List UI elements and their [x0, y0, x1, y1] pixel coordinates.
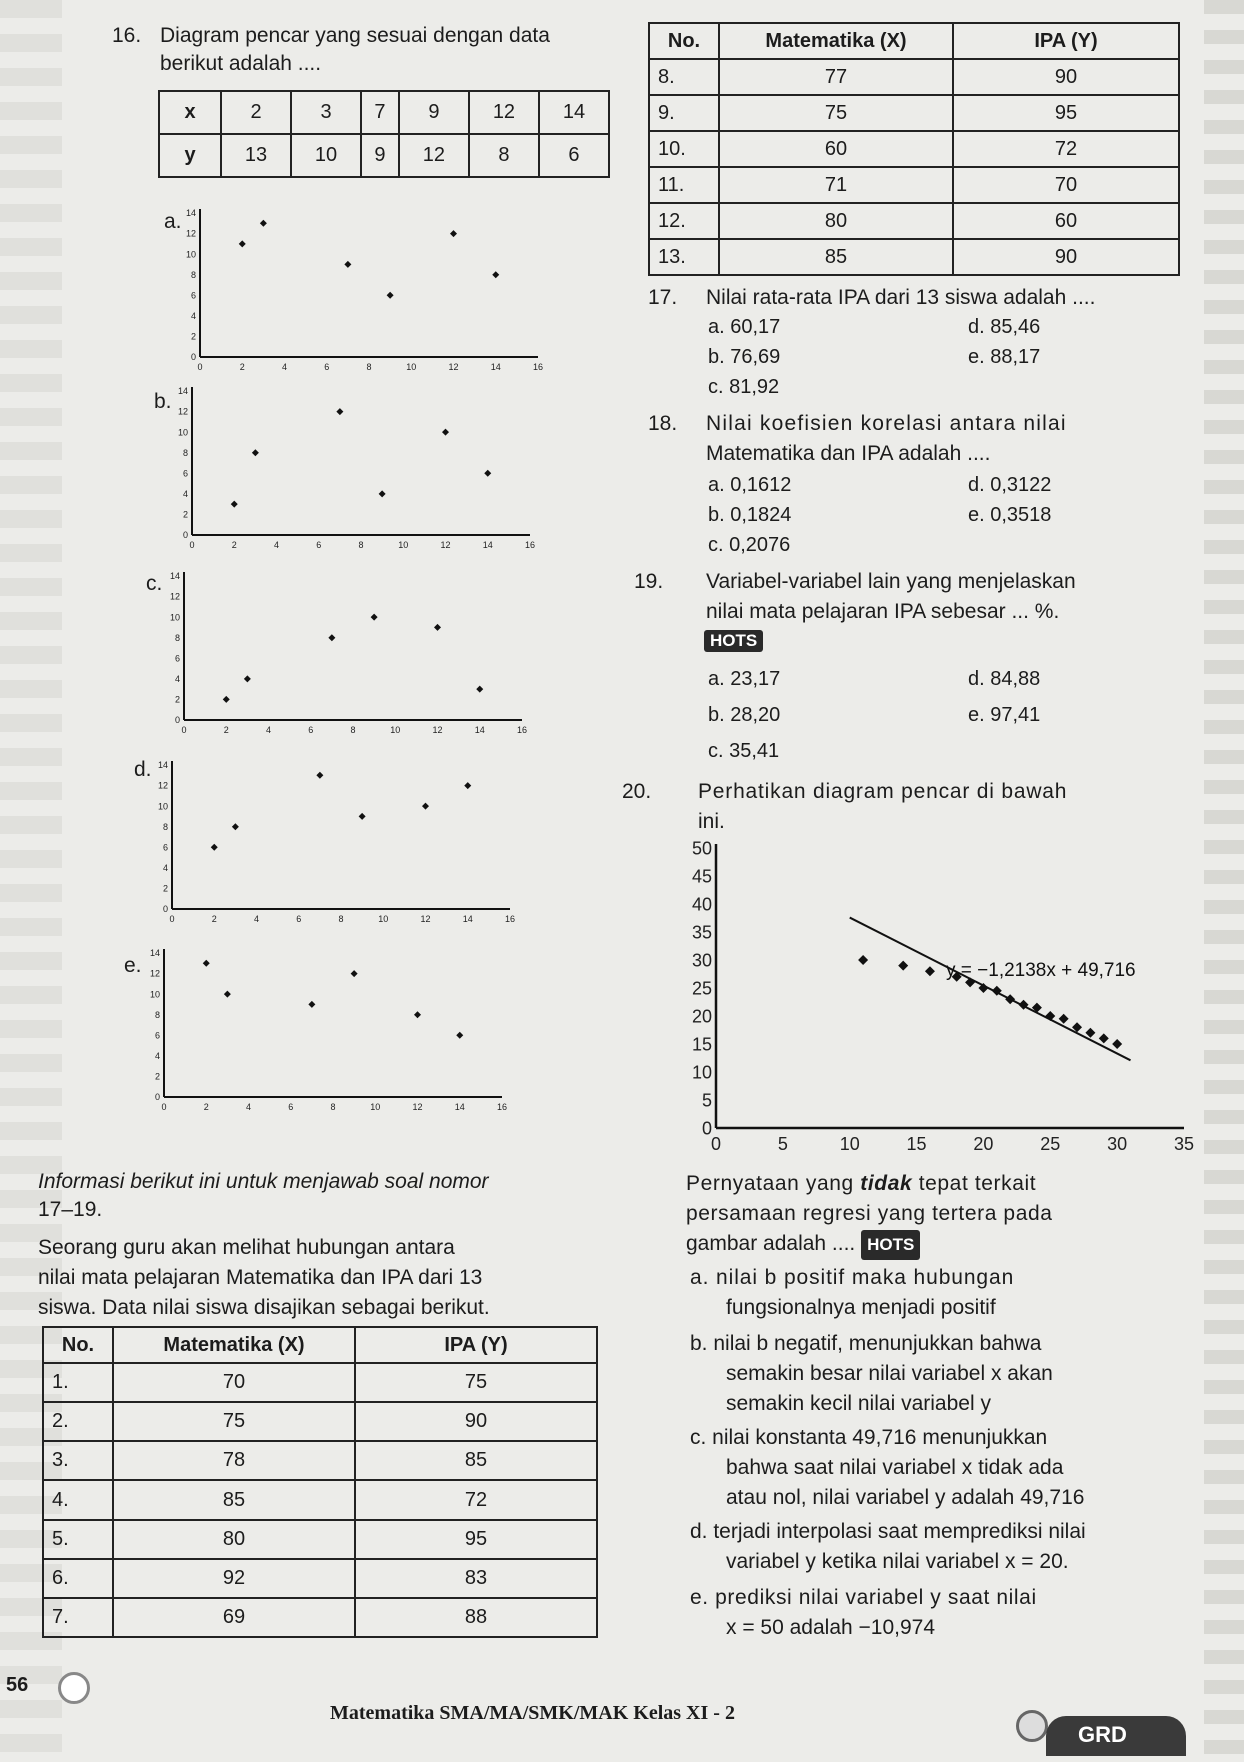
table-header-math: Matematika (X) — [719, 23, 953, 59]
q20-option-c-line1: c. nilai konstanta 49,716 menunjukkan — [690, 1426, 1048, 1449]
table-row — [649, 167, 1179, 203]
q16-y-cell: 10 — [291, 134, 361, 177]
y-tick-label: 6 — [182, 468, 188, 479]
scatter-option-a — [180, 205, 550, 375]
q19-option-e: e. 97,41 — [968, 704, 1041, 726]
y-tick-label: 2 — [154, 1071, 160, 1082]
q18-option-b: b. 0,1824 — [708, 504, 792, 526]
data-point — [239, 240, 246, 247]
y-tick-label: 12 — [185, 228, 196, 239]
row-number-cell: 5. — [43, 1520, 113, 1559]
q16-x-cell: 9 — [399, 91, 469, 134]
y-tick-label: 8 — [182, 447, 188, 458]
y-tick-label: 40 — [691, 894, 712, 915]
y-tick-label: 6 — [162, 842, 168, 853]
q20-statement-line3-text: gambar adalah .... — [686, 1232, 856, 1255]
y-tick-label: 2 — [182, 509, 188, 520]
data-point — [1045, 1011, 1055, 1021]
y-tick-label: 0 — [190, 352, 196, 363]
y-tick-label: 4 — [190, 311, 196, 322]
math-score-cell: 92 — [113, 1559, 355, 1598]
data-point — [336, 408, 343, 415]
data-point — [1085, 1028, 1095, 1038]
y-tick-label: 12 — [177, 406, 188, 417]
x-tick-label: 35 — [1173, 1134, 1195, 1154]
q20-option-b-line3: semakin kecil nilai variabel y — [726, 1392, 991, 1415]
data-point — [203, 960, 210, 967]
data-point — [252, 449, 259, 456]
x-tick-label: 16 — [496, 1102, 508, 1112]
x-tick-label: 12 — [432, 725, 443, 735]
y-tick-label: 4 — [162, 863, 168, 874]
data-point — [492, 271, 499, 278]
y-tick-label: 14 — [169, 571, 180, 582]
x-tick-label: 2 — [203, 1102, 209, 1112]
data-point — [344, 261, 351, 268]
q20-option-e-line2: x = 50 adalah −10,974 — [726, 1616, 936, 1639]
data-point — [925, 966, 935, 976]
y-tick-label: 15 — [691, 1034, 712, 1055]
table-header-ipa: IPA (Y) — [953, 23, 1179, 59]
x-tick-label: 4 — [281, 362, 288, 372]
data-point — [211, 844, 218, 851]
y-tick-label: 50 — [691, 838, 712, 859]
data-point — [434, 624, 441, 631]
y-tick-label: 25 — [691, 978, 712, 999]
y-tick-label: 14 — [177, 386, 188, 397]
q20-statement-emphasis: tidak — [860, 1172, 913, 1195]
math-score-cell: 75 — [113, 1402, 355, 1441]
q17-option-d: d. 85,46 — [968, 316, 1041, 338]
q16-text-line2: berikut adalah .... — [160, 52, 322, 75]
y-tick-label: 12 — [149, 968, 160, 979]
data-point — [1059, 1014, 1069, 1024]
q19-option-c: c. 35,41 — [708, 740, 780, 762]
data-point — [1099, 1033, 1109, 1043]
x-tick-label: 10 — [370, 1102, 381, 1112]
table-row — [649, 59, 1179, 95]
info-para-line3: siswa. Data nilai siswa disajikan sebagai berikut. — [38, 1296, 490, 1319]
y-tick-label: 0 — [154, 1092, 160, 1103]
data-point — [260, 220, 267, 227]
ipa-score-cell: 90 — [355, 1402, 597, 1441]
y-tick-label: 14 — [157, 760, 168, 771]
page-number: 56 — [6, 1674, 29, 1696]
row-number-cell: 10. — [649, 131, 719, 167]
row-number-cell: 4. — [43, 1480, 113, 1519]
data-point — [379, 490, 386, 497]
math-score-cell: 69 — [113, 1598, 355, 1637]
math-score-cell: 80 — [719, 203, 953, 239]
x-tick-label: 12 — [448, 362, 459, 372]
math-score-cell: 85 — [719, 239, 953, 275]
q17-option-b: b. 76,69 — [708, 346, 781, 368]
x-tick-label: 15 — [906, 1134, 927, 1154]
x-tick-label: 2 — [211, 914, 217, 924]
x-tick-label: 6 — [324, 362, 330, 372]
row-number-cell: 8. — [649, 59, 719, 95]
x-tick-label: 16 — [524, 540, 536, 550]
q16-option-d-letter: d. — [134, 758, 152, 781]
x-tick-label: 2 — [231, 540, 237, 550]
table-header-ipa: IPA (Y) — [355, 1327, 597, 1363]
scatter-option-c — [164, 568, 534, 738]
q17-option-e: e. 88,17 — [968, 346, 1041, 368]
table-header-no: No. — [43, 1327, 113, 1363]
scatter-option-d — [152, 757, 522, 927]
data-point — [351, 970, 358, 977]
x-tick-label: 0 — [169, 914, 175, 924]
x-tick-label: 6 — [316, 540, 322, 550]
table-row — [43, 1559, 597, 1598]
row-number-cell: 13. — [649, 239, 719, 275]
q16-y-cell: 8 — [469, 134, 539, 177]
x-tick-label: 6 — [308, 725, 314, 735]
y-tick-label: 10 — [185, 249, 196, 260]
data-point — [224, 991, 231, 998]
y-tick-label: 10 — [169, 612, 180, 623]
x-tick-label: 14 — [454, 1102, 465, 1112]
x-tick-label: 14 — [462, 914, 473, 924]
data-point — [308, 1001, 315, 1008]
score-table-part2 — [648, 22, 1180, 276]
math-score-cell: 80 — [113, 1520, 355, 1559]
q20-statement-line3 — [686, 1230, 920, 1260]
page-edge-strip — [1204, 0, 1244, 1762]
q16-data-table — [158, 90, 610, 178]
y-tick-label: 35 — [691, 922, 712, 943]
q20-option-e-line1: e. prediksi nilai variabel y saat nilai — [690, 1586, 1037, 1609]
y-tick-label: 6 — [154, 1030, 160, 1041]
y-tick-label: 5 — [701, 1090, 712, 1111]
q16-y-cell: 6 — [539, 134, 609, 177]
score-table-part1 — [42, 1326, 598, 1638]
data-point — [484, 470, 491, 477]
q20-statement-lead: Pernyataan yang — [686, 1172, 854, 1195]
x-tick-label: 0 — [710, 1134, 722, 1154]
y-tick-label: 45 — [691, 866, 712, 887]
y-tick-label: 0 — [174, 715, 180, 726]
q19-number: 19. — [634, 570, 664, 593]
ipa-score-cell: 90 — [953, 59, 1179, 95]
x-tick-label: 4 — [253, 914, 260, 924]
data-point — [1005, 994, 1015, 1004]
data-point — [450, 230, 457, 237]
y-tick-label: 0 — [701, 1118, 712, 1139]
y-tick-label: 4 — [174, 674, 180, 685]
data-point — [442, 429, 449, 436]
x-tick-label: 20 — [973, 1134, 994, 1154]
x-tick-label: 8 — [350, 725, 356, 735]
data-point — [371, 614, 378, 621]
q16-option-e-letter: e. — [124, 954, 142, 977]
y-tick-label: 8 — [154, 1009, 160, 1020]
math-score-cell: 71 — [719, 167, 953, 203]
table-row — [43, 1480, 597, 1519]
x-tick-label: 4 — [245, 1102, 252, 1112]
table-row — [649, 239, 1179, 275]
q16-option-a-letter: a. — [164, 210, 182, 233]
data-point — [387, 292, 394, 299]
x-tick-label: 10 — [406, 362, 417, 372]
q20-statement-tail: tepat terkait — [918, 1172, 1037, 1195]
q20-option-c-line2: bahwa saat nilai variabel x tidak ada — [726, 1456, 1064, 1479]
x-tick-label: 4 — [265, 725, 272, 735]
q16-y-cell: 13 — [221, 134, 291, 177]
y-tick-label: 10 — [149, 989, 160, 1000]
scatter-option-e — [144, 945, 514, 1115]
q16-x-cell: 2 — [221, 91, 291, 134]
q19-hots-badge — [704, 630, 763, 652]
ipa-score-cell: 85 — [355, 1441, 597, 1480]
q18-option-c: c. 0,2076 — [708, 534, 791, 556]
row-number-cell: 6. — [43, 1559, 113, 1598]
q19-option-b: b. 28,20 — [708, 704, 781, 726]
q20-option-b-line2: semakin besar nilai variabel x akan — [726, 1362, 1053, 1385]
x-tick-label: 6 — [288, 1102, 294, 1112]
y-tick-label: 12 — [157, 780, 168, 791]
table-row — [649, 203, 1179, 239]
q18-option-d: d. 0,3122 — [968, 474, 1052, 496]
q18-text-line1: Nilai koefisien korelasi antara nilai — [706, 412, 1067, 435]
x-tick-label: 14 — [482, 540, 493, 550]
ipa-score-cell: 60 — [953, 203, 1179, 239]
math-score-cell: 75 — [719, 95, 953, 131]
table-row — [43, 1363, 597, 1402]
x-tick-label: 2 — [223, 725, 229, 735]
ipa-score-cell: 83 — [355, 1559, 597, 1598]
q19-text-line1: Variabel-variabel lain yang menjelaskan — [706, 570, 1076, 593]
q16-x-label: x — [159, 91, 221, 134]
data-point — [244, 675, 251, 682]
table-row — [43, 1402, 597, 1441]
ipa-score-cell: 70 — [953, 167, 1179, 203]
data-point — [898, 961, 908, 971]
info-para-line2: nilai mata pelajaran Matematika dan IPA dari 13 — [38, 1266, 483, 1289]
q20-option-d-line2: variabel y ketika nilai variabel x = 20. — [726, 1550, 1069, 1573]
q16-x-cell: 3 — [291, 91, 361, 134]
q19-option-a: a. 23,17 — [708, 668, 781, 690]
table-row — [43, 1441, 597, 1480]
table-header-math: Matematika (X) — [113, 1327, 355, 1363]
y-tick-label: 6 — [190, 290, 196, 301]
y-tick-label: 14 — [149, 948, 160, 959]
x-tick-label: 2 — [239, 362, 245, 372]
x-tick-label: 0 — [181, 725, 187, 735]
info-title-line2: 17–19. — [38, 1198, 103, 1221]
q16-y-label: y — [159, 134, 221, 177]
y-tick-label: 4 — [182, 489, 188, 500]
q19-hots-label: HOTS — [704, 630, 763, 652]
data-point — [359, 813, 366, 820]
ipa-score-cell: 95 — [355, 1520, 597, 1559]
data-point — [328, 634, 335, 641]
y-tick-label: 4 — [154, 1051, 160, 1062]
ipa-score-cell: 75 — [355, 1363, 597, 1402]
data-point — [1112, 1039, 1122, 1049]
regression-scatter — [686, 836, 1200, 1162]
x-tick-label: 4 — [273, 540, 280, 550]
x-tick-label: 0 — [189, 540, 195, 550]
x-tick-label: 0 — [197, 362, 203, 372]
x-tick-label: 10 — [398, 540, 409, 550]
row-number-cell: 12. — [649, 203, 719, 239]
q18-number: 18. — [648, 412, 678, 435]
q20-option-b-line1: b. nilai b negatif, menunjukkan bahwa — [690, 1332, 1042, 1355]
x-tick-label: 16 — [516, 725, 528, 735]
x-tick-label: 8 — [338, 914, 344, 924]
y-tick-label: 12 — [169, 591, 180, 602]
y-tick-label: 10 — [691, 1062, 712, 1083]
y-tick-label: 8 — [162, 821, 168, 832]
y-tick-label: 0 — [162, 904, 168, 915]
table-row — [649, 131, 1179, 167]
y-tick-label: 2 — [190, 331, 196, 342]
q20-text-line1: Perhatikan diagram pencar di bawah — [698, 780, 1068, 803]
q20-option-d-line1: d. terjadi interpolasi saat memprediksi nilai — [690, 1520, 1086, 1543]
q17-text: Nilai rata-rata IPA dari 13 siswa adalah .... — [706, 286, 1096, 309]
q16-x-cell: 14 — [539, 91, 609, 134]
x-tick-label: 8 — [358, 540, 364, 550]
x-tick-label: 12 — [420, 914, 431, 924]
x-tick-label: 10 — [378, 914, 389, 924]
ipa-score-cell: 72 — [355, 1480, 597, 1519]
x-tick-label: 6 — [296, 914, 302, 924]
score-table-part1-body — [43, 1363, 597, 1637]
table-row — [649, 95, 1179, 131]
table-row — [43, 1520, 597, 1559]
ipa-score-cell: 90 — [953, 239, 1179, 275]
data-point — [456, 1032, 463, 1039]
ipa-score-cell: 95 — [953, 95, 1179, 131]
math-score-cell: 85 — [113, 1480, 355, 1519]
table-row — [43, 1598, 597, 1637]
q16-x-cell: 7 — [361, 91, 399, 134]
info-title: Informasi berikut ini untuk menjawab soal nomor — [38, 1170, 489, 1193]
data-point — [414, 1011, 421, 1018]
q16-option-b-letter: b. — [154, 390, 172, 413]
y-tick-label: 10 — [157, 801, 168, 812]
regression-line — [850, 918, 1131, 1061]
q20-option-a-line2: fungsionalnya menjadi positif — [726, 1296, 996, 1319]
q16-text-line1: Diagram pencar yang sesuai dengan data — [160, 24, 550, 47]
q18-option-e: e. 0,3518 — [968, 504, 1052, 526]
row-number-cell: 1. — [43, 1363, 113, 1402]
y-tick-label: 8 — [174, 632, 180, 643]
math-score-cell: 78 — [113, 1441, 355, 1480]
y-tick-label: 6 — [174, 653, 180, 664]
y-tick-label: 8 — [190, 269, 196, 280]
q16-x-cell: 12 — [469, 91, 539, 134]
y-tick-label: 30 — [691, 950, 712, 971]
x-tick-label: 16 — [504, 914, 516, 924]
data-point — [858, 955, 868, 965]
brand-label: GRD — [1078, 1722, 1127, 1747]
x-tick-label: 16 — [532, 362, 544, 372]
q20-option-c-line3: atau nol, nilai variabel y adalah 49,716 — [726, 1486, 1085, 1509]
q20-statement-line1 — [686, 1170, 1036, 1198]
x-tick-label: 25 — [1040, 1134, 1061, 1154]
x-tick-label: 14 — [490, 362, 501, 372]
score-table-part2-body — [649, 59, 1179, 275]
x-tick-label: 8 — [366, 362, 372, 372]
q20-hots-label: HOTS — [861, 1230, 920, 1260]
q18-option-a: a. 0,1612 — [708, 474, 792, 496]
q16-option-c-letter: c. — [146, 572, 163, 595]
q16-y-cell: 9 — [361, 134, 399, 177]
book-title: Matematika SMA/MA/SMK/MAK Kelas XI - 2 — [330, 1702, 735, 1724]
row-number-cell: 9. — [649, 95, 719, 131]
x-tick-label: 10 — [839, 1134, 860, 1154]
data-point — [476, 686, 483, 693]
data-point — [232, 823, 239, 830]
row-number-cell: 11. — [649, 167, 719, 203]
scatter-option-b — [172, 383, 542, 553]
x-tick-label: 12 — [412, 1102, 423, 1112]
y-tick-label: 20 — [691, 1006, 712, 1027]
q20-text-line2: ini. — [698, 810, 725, 833]
ipa-score-cell: 88 — [355, 1598, 597, 1637]
data-point — [464, 782, 471, 789]
x-tick-label: 10 — [390, 725, 401, 735]
q19-option-d: d. 84,88 — [968, 668, 1041, 690]
ipa-score-cell: 72 — [953, 131, 1179, 167]
q18-text-line2: Matematika dan IPA adalah .... — [706, 442, 991, 465]
row-number-cell: 7. — [43, 1598, 113, 1637]
y-tick-label: 2 — [174, 694, 180, 705]
table-header-no: No. — [649, 23, 719, 59]
y-tick-label: 0 — [182, 530, 188, 541]
row-number-cell: 2. — [43, 1402, 113, 1441]
x-tick-label: 5 — [777, 1134, 788, 1154]
q17-option-a: a. 60,17 — [708, 316, 781, 338]
x-tick-label: 30 — [1107, 1134, 1128, 1154]
math-score-cell: 77 — [719, 59, 953, 95]
data-point — [422, 803, 429, 810]
x-tick-label: 8 — [330, 1102, 336, 1112]
y-tick-label: 14 — [185, 208, 196, 219]
regression-equation: y = −1,2138x + 49,716 — [946, 960, 1136, 981]
info-para-line1: Seorang guru akan melihat hubungan antara — [38, 1236, 455, 1259]
x-tick-label: 0 — [161, 1102, 167, 1112]
q16-y-cell: 12 — [399, 134, 469, 177]
y-tick-label: 10 — [177, 427, 188, 438]
q17-option-c: c. 81,92 — [708, 376, 780, 398]
data-point — [223, 696, 230, 703]
row-number-cell: 3. — [43, 1441, 113, 1480]
q17-number: 17. — [648, 286, 678, 309]
page-circle-icon — [58, 1672, 90, 1704]
x-tick-label: 12 — [440, 540, 451, 550]
data-point — [316, 772, 323, 779]
q19-text-line2: nilai mata pelajaran IPA sebesar ... %. — [706, 600, 1060, 623]
q20-statement-line2: persamaan regresi yang tertera pada — [686, 1202, 1053, 1225]
y-tick-label: 2 — [162, 883, 168, 894]
brand-circle-icon — [1016, 1710, 1048, 1742]
data-point — [231, 501, 238, 508]
q20-number: 20. — [622, 780, 652, 803]
math-score-cell: 70 — [113, 1363, 355, 1402]
math-score-cell: 60 — [719, 131, 953, 167]
q20-option-a-line1: a. nilai b positif maka hubungan — [690, 1266, 1015, 1289]
x-tick-label: 14 — [474, 725, 485, 735]
q16-number: 16. — [112, 24, 142, 47]
